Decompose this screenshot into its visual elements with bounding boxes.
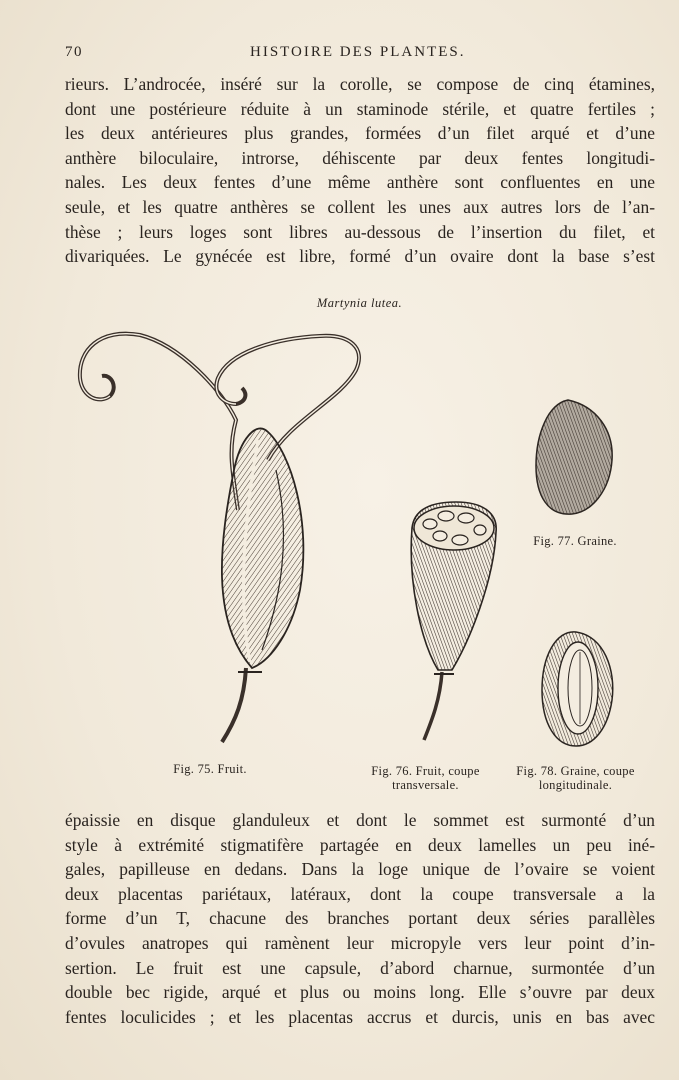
text-line: divariquées. Le gynécée est libre, formé d’un ovaire dont la base s’est: [65, 246, 655, 267]
caption-fig76-line2: transversale.: [392, 778, 459, 792]
caption-fig78: [503, 764, 648, 792]
text-line: gales, papilleuse en dedans. Dans la loge unique de l’ovaire se voient: [65, 859, 655, 880]
body-text-bottom: [65, 808, 655, 1029]
running-title: HISTOIRE DES PLANTES.: [250, 44, 466, 60]
text-line: thèse ; leurs loges sont libres au-dessous de l’insertion du filet, et: [65, 221, 655, 242]
text-line: fentes loculicides ; et les placentas accrus et durcis, unis en bas avec: [65, 1006, 655, 1027]
figure-title: Martynia lutea.: [316, 296, 403, 310]
fig75-fruit-drawing: [80, 334, 359, 742]
text-line: deux placentas pariétaux, latéraux, dont la coupe transversale a la: [65, 883, 655, 904]
caption-fig76-line1: Fig. 76. Fruit, coupe: [371, 764, 480, 778]
text-line: dont une postérieure réduite à un staminode stérile, et quatre fertiles ;: [65, 98, 655, 119]
text-line: style à extrémité stigmatifère partagée en deux lamelles un peu iné-: [65, 834, 655, 855]
text-line: les deux antérieures plus grandes, formées d’un filet arqué et d’une: [65, 123, 655, 144]
fig76-cross-section-drawing: [411, 502, 496, 740]
text-line: sertion. Le fruit est une capsule, d’abord charnue, surmontée d’un: [65, 957, 655, 978]
fig78-seed-section-drawing: [542, 632, 613, 746]
text-line: rieurs. L’androcée, inséré sur la corolle, se compose de cinq étamines,: [65, 74, 655, 94]
caption-fig78-line2: longitudinale.: [538, 778, 613, 792]
text-line: seule, et les quatre anthères se collent les unes aux autres lors de l’an-: [65, 196, 655, 217]
text-line: épaissie en disque glanduleux et dont le sommet est surmonté d’un: [65, 810, 655, 830]
caption-fig76: [358, 764, 493, 792]
caption-fig78-line1: Fig. 78. Graine, coupe: [516, 764, 635, 778]
text-line: anthère biloculaire, introrse, déhiscente par deux fentes longitudi-: [65, 147, 655, 168]
fig77-seed-drawing: [536, 400, 612, 514]
caption-fig77: Fig. 77. Graine.: [533, 534, 617, 548]
text-line: double bec rigide, arqué et plus ou moins long. Elle s’ouvre par deux: [65, 982, 655, 1003]
text-line: forme d’un T, chacune des branches portant deux séries parallèles: [65, 908, 655, 929]
caption-fig75: Fig. 75. Fruit.: [173, 762, 247, 776]
page-number: 70: [65, 44, 83, 60]
text-line: d’ovules anatropes qui ramènent leur micropyle vers leur point d’in-: [65, 932, 655, 953]
text-line: nales. Les deux fentes d’une même anthère sont confluentes en une: [65, 172, 655, 193]
